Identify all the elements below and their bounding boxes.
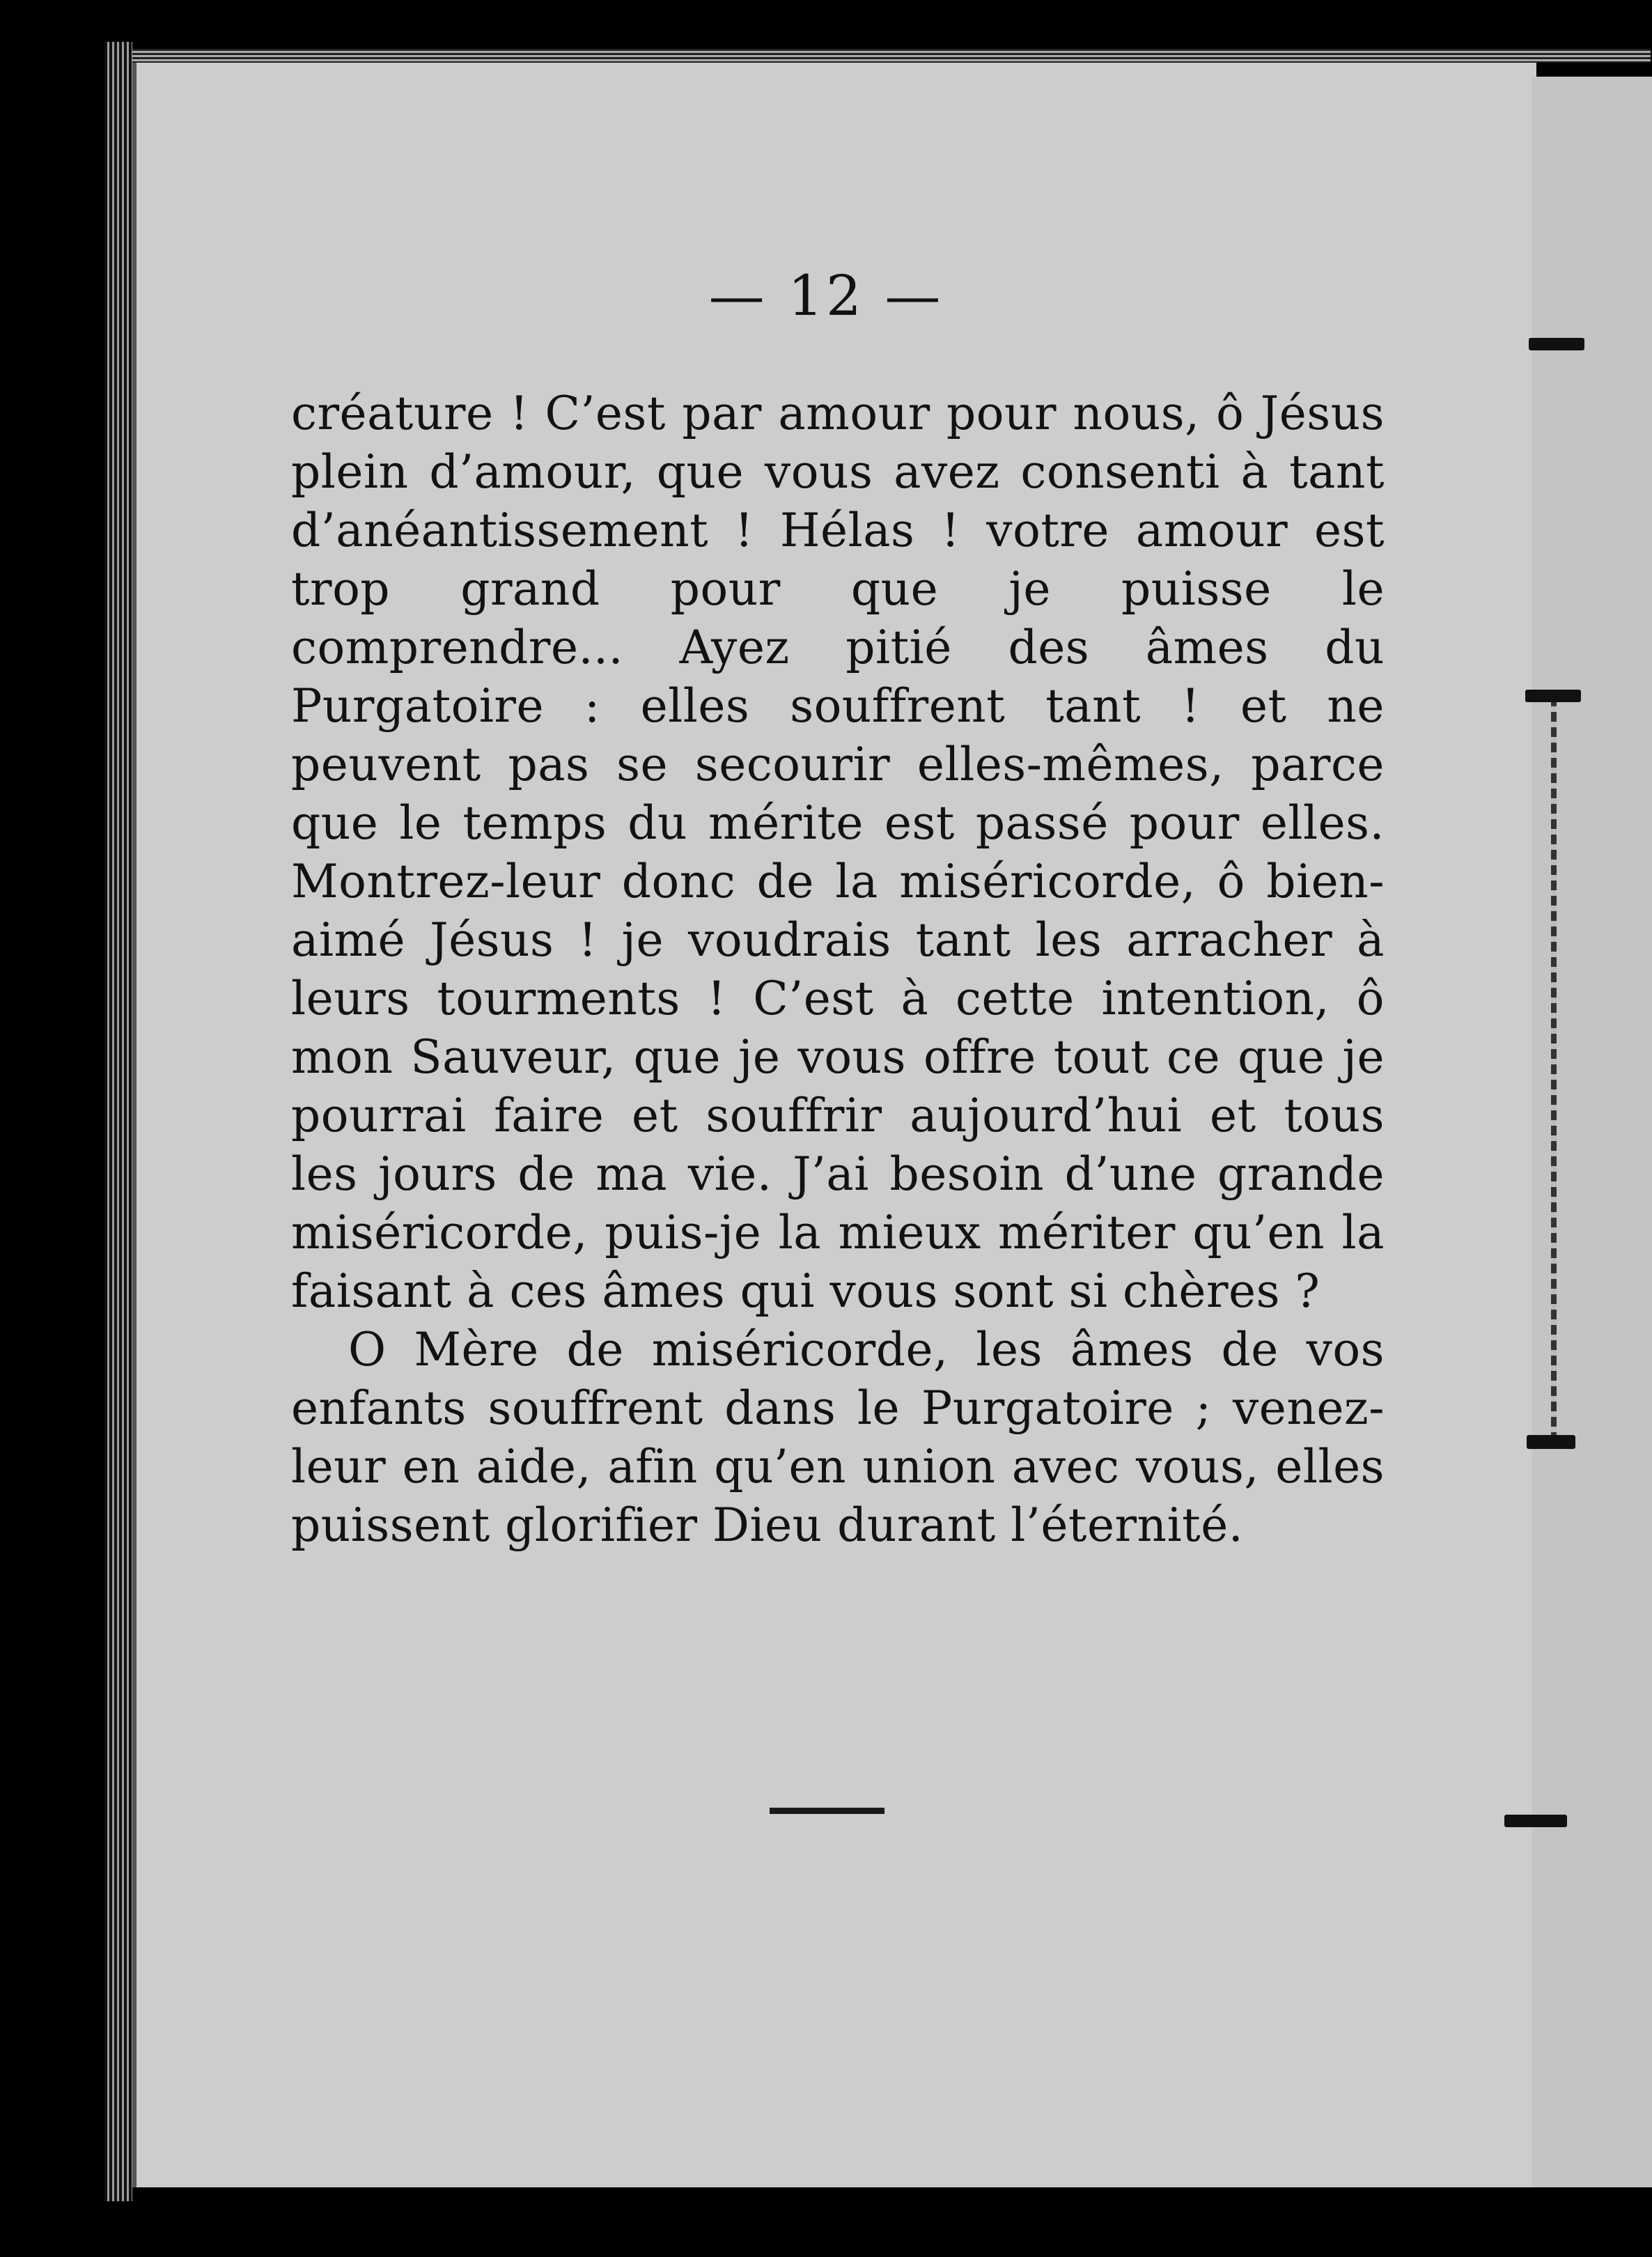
binding-mark-4 [1504,1815,1567,1827]
binding-mark-1 [1529,338,1584,350]
binding-thread [1551,697,1557,1435]
book-top-edge [132,49,1651,63]
book-spine-edge [104,42,132,2201]
closing-rule [770,1808,885,1814]
page-number: — 12 — [708,263,944,328]
binding-strip [1532,77,1652,2187]
paragraph-1: créature ! C’est par amour pour nous, ô Jésus plein d’amour, que vous avez consenti à tant d’anéantissement ! Hélas ! votre amour est trop grand pour que je puisse le comprendre... Ayez pitié des âmes du Purgatoire : elles souffrent tant ! et ne peuvent pas se secourir elles-mêmes, parce que le temps du mérite est passé pour elles. Montrez-leur donc de la miséricorde, ô bien-aimé Jésus ! je voudrais tant les arracher à leurs tourments ! C’est à cette intention, ô mon Sauveur, que je vous offre tout ce que je pourrai faire et souffrir aujourd’hui et tous les jours de ma vie. J’ai besoin d’une grande miséricorde, puis-je la mieux mériter qu’en la faisant à ces âmes qui vous sont si chères ? [291,387,1385,1318]
paragraph-2: O Mère de miséricorde, les âmes de vos enfants souffrent dans le Purgatoire ; venez-leur en aide, afin qu’en union avec vous, elles puissent glorifier Dieu durant l’éternité. [291,1323,1385,1552]
binding-mark-2 [1525,690,1581,702]
binding-mark-3 [1527,1435,1575,1449]
body-text [291,385,1385,1555]
